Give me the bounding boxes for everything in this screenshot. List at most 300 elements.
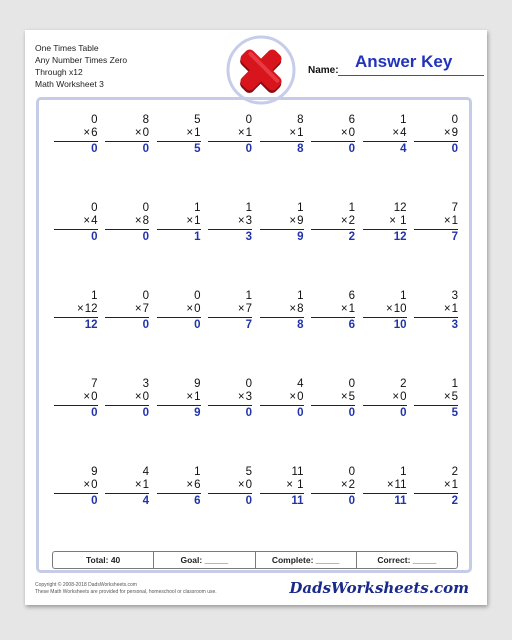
multiplier-line <box>54 215 98 230</box>
multiplication-problem <box>363 466 415 554</box>
multiplicand: 3 <box>451 290 458 302</box>
multiplier: 0 <box>400 391 407 403</box>
multiplication-problem <box>415 290 467 378</box>
correct-cell[interactable]: Correct: _____ <box>356 552 457 568</box>
problem-stack <box>208 290 252 332</box>
answer: 0 <box>245 407 252 419</box>
multiplier-line <box>363 391 407 406</box>
answer: 11 <box>394 495 407 507</box>
problem-stack <box>363 202 407 244</box>
multiplication-problem <box>260 466 312 554</box>
answer: 8 <box>297 319 304 331</box>
multiplier: 1 <box>348 303 355 315</box>
times-sign: × <box>83 479 91 491</box>
multiplication-problem <box>157 290 209 378</box>
multiplication-problem <box>106 378 158 466</box>
times-sign: × <box>289 127 297 139</box>
multiplication-problem <box>415 378 467 466</box>
problem-row <box>54 114 466 202</box>
multiplicand: 1 <box>297 290 304 302</box>
problem-stack <box>54 378 98 420</box>
multiplicand: 1 <box>400 114 407 126</box>
times-sign: × <box>443 303 451 315</box>
multiplicand: 4 <box>297 378 304 390</box>
multiplier: 6 <box>194 479 201 491</box>
multiplicand: 7 <box>451 202 458 214</box>
multiplier-line <box>311 479 355 494</box>
answer: 6 <box>348 319 355 331</box>
times-sign: × <box>134 303 142 315</box>
multiplication-problem <box>106 290 158 378</box>
multiplier-line <box>105 479 149 494</box>
multiplication-problem <box>312 378 364 466</box>
times-sign: × <box>83 215 91 227</box>
multiplier-line <box>414 127 458 142</box>
answer: 0 <box>400 407 407 419</box>
times-sign: × <box>443 127 451 139</box>
times-sign: × <box>76 303 84 315</box>
times-sign: × <box>340 479 348 491</box>
problem-stack <box>311 378 355 420</box>
multiplier: 1 <box>293 479 304 491</box>
multiplier-line <box>208 303 252 318</box>
multiplier: 5 <box>451 391 458 403</box>
problem-stack <box>414 466 458 508</box>
times-sign: × <box>286 479 293 491</box>
multiplicand: 1 <box>400 290 407 302</box>
problem-stack <box>260 290 304 332</box>
multiplicand: 3 <box>142 378 149 390</box>
multiplier: 11 <box>394 479 407 491</box>
multiplier-line <box>54 127 98 142</box>
multiplier: 5 <box>348 391 355 403</box>
multiplier: 0 <box>142 391 149 403</box>
times-sign: × <box>186 127 194 139</box>
answer: 8 <box>297 143 304 155</box>
multiplier: 0 <box>91 479 98 491</box>
answer: 0 <box>91 495 98 507</box>
multiplier: 1 <box>396 215 407 227</box>
title-line: Through x12 <box>35 67 83 77</box>
multiplier-line <box>414 215 458 230</box>
answer: 0 <box>245 495 252 507</box>
multiplicand: 1 <box>451 378 458 390</box>
multiplier: 0 <box>245 479 252 491</box>
multiplier: 0 <box>297 391 304 403</box>
answer: 0 <box>142 319 149 331</box>
answer: 0 <box>348 407 355 419</box>
answer: 12 <box>393 231 407 243</box>
footer-copyright <box>35 582 217 596</box>
multiplier: 2 <box>348 215 355 227</box>
multiplication-problem <box>157 202 209 290</box>
answer: 9 <box>297 231 304 243</box>
multiplication-problem <box>157 466 209 554</box>
multiplier-line <box>414 303 458 318</box>
multiplicand: 0 <box>91 202 98 214</box>
problem-stack <box>105 378 149 420</box>
answer: 0 <box>91 407 98 419</box>
multiplier-line <box>157 215 201 230</box>
multiplier: 1 <box>245 127 252 139</box>
multiplicand: 8 <box>297 114 304 126</box>
multiplicand: 0 <box>451 114 458 126</box>
problem-stack <box>311 114 355 156</box>
problem-stack <box>363 466 407 508</box>
multiplication-problem <box>106 202 158 290</box>
multiplicand: 0 <box>142 290 149 302</box>
problem-stack <box>157 466 201 508</box>
multiplicand: 7 <box>91 378 98 390</box>
multiplicand: 2 <box>451 466 458 478</box>
multiplier: 8 <box>142 215 149 227</box>
problem-stack <box>54 114 98 156</box>
times-sign: × <box>289 215 297 227</box>
answer: 0 <box>91 231 98 243</box>
multiplicand: 1 <box>194 202 201 214</box>
answer: 10 <box>393 319 407 331</box>
multiplication-problem <box>415 114 467 202</box>
multiplier-line <box>208 215 252 230</box>
name-line[interactable] <box>338 75 484 76</box>
problem-stack <box>363 114 407 156</box>
multiplicand: 6 <box>348 114 355 126</box>
multiplication-problem <box>209 466 261 554</box>
multiplicand: 6 <box>348 290 355 302</box>
problem-stack <box>105 290 149 332</box>
times-sign: × <box>389 215 396 227</box>
worksheet-page <box>25 30 487 605</box>
problem-stack <box>414 202 458 244</box>
multiplication-problem <box>209 378 261 466</box>
multiplier-line <box>157 127 201 142</box>
multiplicand: 2 <box>400 378 407 390</box>
problem-row <box>54 378 466 466</box>
multiplier-line <box>208 391 252 406</box>
answer: 6 <box>194 495 201 507</box>
multiplier-line <box>311 303 355 318</box>
multiplication-problem <box>209 202 261 290</box>
times-sign: × <box>134 479 142 491</box>
problem-stack <box>157 290 201 332</box>
problem-stack <box>260 378 304 420</box>
times-sign: × <box>340 391 348 403</box>
multiplicand: 0 <box>245 378 252 390</box>
multiplier: 1 <box>142 479 149 491</box>
times-sign: × <box>443 215 451 227</box>
problem-stack <box>311 290 355 332</box>
times-sign: × <box>237 479 245 491</box>
times-sign: × <box>340 303 348 315</box>
multiplier: 7 <box>245 303 252 315</box>
answer: 0 <box>451 143 458 155</box>
multiplication-problem <box>312 114 364 202</box>
multiplier: 7 <box>142 303 149 315</box>
answer: 0 <box>142 231 149 243</box>
multiplier-line <box>157 479 201 494</box>
title-line: Any Number Times Zero <box>35 55 128 65</box>
problem-stack <box>54 202 98 244</box>
multiplier-line <box>414 479 458 494</box>
multiplication-problem <box>209 290 261 378</box>
multiplier: 9 <box>297 215 304 227</box>
multiplier: 12 <box>84 303 98 315</box>
times-sign: × <box>385 303 393 315</box>
multiplier-line <box>260 391 304 406</box>
multiplication-problem <box>312 290 364 378</box>
multiplication-problem <box>312 466 364 554</box>
answer: 0 <box>245 143 252 155</box>
multiplicand: 0 <box>142 202 149 214</box>
multiplier: 0 <box>91 391 98 403</box>
multiplier-line <box>311 391 355 406</box>
problems-grid <box>54 114 466 554</box>
multiplier: 0 <box>194 303 201 315</box>
problem-row <box>54 466 466 554</box>
problem-row <box>54 290 466 378</box>
answer: 3 <box>451 319 458 331</box>
multiplication-problem <box>415 202 467 290</box>
name-label: Name: <box>308 65 339 76</box>
problem-stack <box>157 202 201 244</box>
multiplication-problem <box>106 466 158 554</box>
times-sign: × <box>186 303 194 315</box>
problem-stack <box>54 466 98 508</box>
multiplication-problem <box>54 202 106 290</box>
answer: 5 <box>194 143 201 155</box>
answer: 0 <box>142 407 149 419</box>
times-sign: × <box>443 391 451 403</box>
problem-stack <box>54 290 98 332</box>
multiplicand: 0 <box>91 114 98 126</box>
problem-stack <box>363 378 407 420</box>
problem-stack <box>363 290 407 332</box>
times-sign: × <box>237 391 245 403</box>
times-sign: × <box>237 215 245 227</box>
multiplication-problem <box>363 114 415 202</box>
multiplication-problem <box>157 378 209 466</box>
times-sign: × <box>134 391 142 403</box>
multiplier: 1 <box>194 127 201 139</box>
multiplicand: 0 <box>245 114 252 126</box>
answer: 1 <box>194 231 201 243</box>
multiplication-problem <box>312 202 364 290</box>
multiplier-line <box>54 391 98 406</box>
multiplier-line <box>260 303 304 318</box>
problem-stack <box>208 378 252 420</box>
brand-logo: DadsWorksheets.com <box>289 579 469 597</box>
multiplier-line <box>260 215 304 230</box>
times-sign: × <box>289 391 297 403</box>
multiplier: 1 <box>194 215 201 227</box>
multiplicand: 1 <box>194 466 201 478</box>
multiplier-line <box>105 215 149 230</box>
multiplier-line <box>363 479 407 494</box>
multiplier-line <box>311 127 355 142</box>
problem-stack <box>157 114 201 156</box>
times-sign: × <box>443 479 451 491</box>
multiplication-problem <box>209 114 261 202</box>
complete-cell[interactable]: Complete: _____ <box>255 552 356 568</box>
title-line: Math Worksheet 3 <box>35 79 104 89</box>
multiplier: 1 <box>297 127 304 139</box>
multiplication-problem <box>54 290 106 378</box>
multiplicand: 8 <box>142 114 149 126</box>
multiplier-line <box>208 127 252 142</box>
goal-cell[interactable]: Goal: _____ <box>153 552 254 568</box>
multiplication-problem <box>54 114 106 202</box>
answer: 7 <box>451 231 458 243</box>
problem-stack <box>208 202 252 244</box>
multiplicand: 1 <box>400 466 407 478</box>
answer: 0 <box>348 495 355 507</box>
multiplicand: 0 <box>348 466 355 478</box>
times-sign: × <box>340 215 348 227</box>
multiplier: 1 <box>194 391 201 403</box>
multiplier-line <box>311 215 355 230</box>
score-summary <box>52 551 458 569</box>
times-sign: × <box>134 127 142 139</box>
answer-key-title: Answer Key <box>355 52 453 71</box>
problem-stack <box>105 114 149 156</box>
multiplier-line <box>105 303 149 318</box>
times-sign: × <box>340 127 348 139</box>
multiplier-line <box>54 479 98 494</box>
answer: 11 <box>291 495 304 507</box>
multiplicand: 9 <box>91 466 98 478</box>
multiplicand: 12 <box>393 202 407 214</box>
times-sign: × <box>392 391 400 403</box>
multiplier: 0 <box>142 127 149 139</box>
usage-note: These Math Worksheets are provided for personal, homeschool or classroom use. <box>35 589 217 595</box>
multiplier-line <box>105 391 149 406</box>
problem-row <box>54 202 466 290</box>
problem-stack <box>414 114 458 156</box>
multiplier-line <box>260 479 304 494</box>
answer: 2 <box>348 231 355 243</box>
answer: 3 <box>245 231 252 243</box>
answer: 0 <box>348 143 355 155</box>
multiplier-line <box>157 303 201 318</box>
problem-stack <box>260 466 304 508</box>
multiplication-problem <box>363 378 415 466</box>
total-cell: Total: 40 <box>85 555 121 565</box>
multiplier: 2 <box>348 479 355 491</box>
problem-stack <box>105 466 149 508</box>
answer: 0 <box>142 143 149 155</box>
times-sign: × <box>83 127 91 139</box>
problem-stack <box>105 202 149 244</box>
multiplicand: 5 <box>194 114 201 126</box>
answer: 0 <box>194 319 201 331</box>
multiplier: 1 <box>451 303 458 315</box>
multiplication-problem <box>54 466 106 554</box>
multiplier: 6 <box>91 127 98 139</box>
multiplicand: 1 <box>245 202 252 214</box>
multiplicand: 1 <box>91 290 98 302</box>
multiplier-line <box>157 391 201 406</box>
problem-stack <box>414 290 458 332</box>
multiplier: 1 <box>451 479 458 491</box>
multiplier-line <box>414 391 458 406</box>
multiplicand: 5 <box>245 466 252 478</box>
worksheet-title <box>35 42 127 90</box>
multiplication-problem <box>260 202 312 290</box>
multiplication-problem <box>363 202 415 290</box>
multiplicand: 11 <box>291 466 304 478</box>
multiplicand: 0 <box>348 378 355 390</box>
multiplier: 3 <box>245 215 252 227</box>
problem-stack <box>311 202 355 244</box>
multiplier-line <box>208 479 252 494</box>
multiplier: 9 <box>451 127 458 139</box>
multiplication-problem <box>54 378 106 466</box>
times-sign: × <box>186 391 194 403</box>
answer: 12 <box>84 319 98 331</box>
multiplicand: 1 <box>297 202 304 214</box>
multiplier: 1 <box>451 215 458 227</box>
answer: 4 <box>142 495 149 507</box>
answer: 0 <box>91 143 98 155</box>
copyright-text: Copyright © 2008-2018 DadsWorksheets.com <box>35 582 137 588</box>
answer: 5 <box>451 407 458 419</box>
times-sign: × <box>386 479 394 491</box>
title-line: One Times Table <box>35 43 99 53</box>
multiplication-problem <box>106 114 158 202</box>
answer: 4 <box>400 143 407 155</box>
times-sign: × <box>237 127 245 139</box>
multiplier-line <box>260 127 304 142</box>
problem-stack <box>208 114 252 156</box>
multiplication-problem <box>157 114 209 202</box>
multiplication-problem <box>415 466 467 554</box>
multiplier: 3 <box>245 391 252 403</box>
multiplication-problem <box>260 290 312 378</box>
multiplier-line <box>363 127 407 142</box>
multiplier: 10 <box>393 303 407 315</box>
answer: 2 <box>451 495 458 507</box>
answer: 7 <box>245 319 252 331</box>
problem-stack <box>208 466 252 508</box>
multiplication-problem <box>363 290 415 378</box>
multiplier: 4 <box>400 127 407 139</box>
multiplication-problem <box>260 378 312 466</box>
problem-stack <box>157 378 201 420</box>
times-sign: × <box>289 303 297 315</box>
times-sign: × <box>392 127 400 139</box>
multiplier: 4 <box>91 215 98 227</box>
multiplicand: 4 <box>142 466 149 478</box>
multiplier-line <box>105 127 149 142</box>
multiplier-line <box>363 215 407 230</box>
multiplier-line <box>54 303 98 318</box>
multiplier: 0 <box>348 127 355 139</box>
multiplicand: 1 <box>348 202 355 214</box>
multiplier-line <box>363 303 407 318</box>
answer: 0 <box>297 407 304 419</box>
times-sign: × <box>237 303 245 315</box>
problem-stack <box>260 202 304 244</box>
problem-stack <box>311 466 355 508</box>
multiplication-problem <box>260 114 312 202</box>
multiplier: 8 <box>297 303 304 315</box>
answer: 9 <box>194 407 201 419</box>
times-sign: × <box>83 391 91 403</box>
times-sign: × <box>186 479 194 491</box>
times-sign: × <box>134 215 142 227</box>
red-x-icon <box>218 34 304 106</box>
multiplicand: 9 <box>194 378 201 390</box>
